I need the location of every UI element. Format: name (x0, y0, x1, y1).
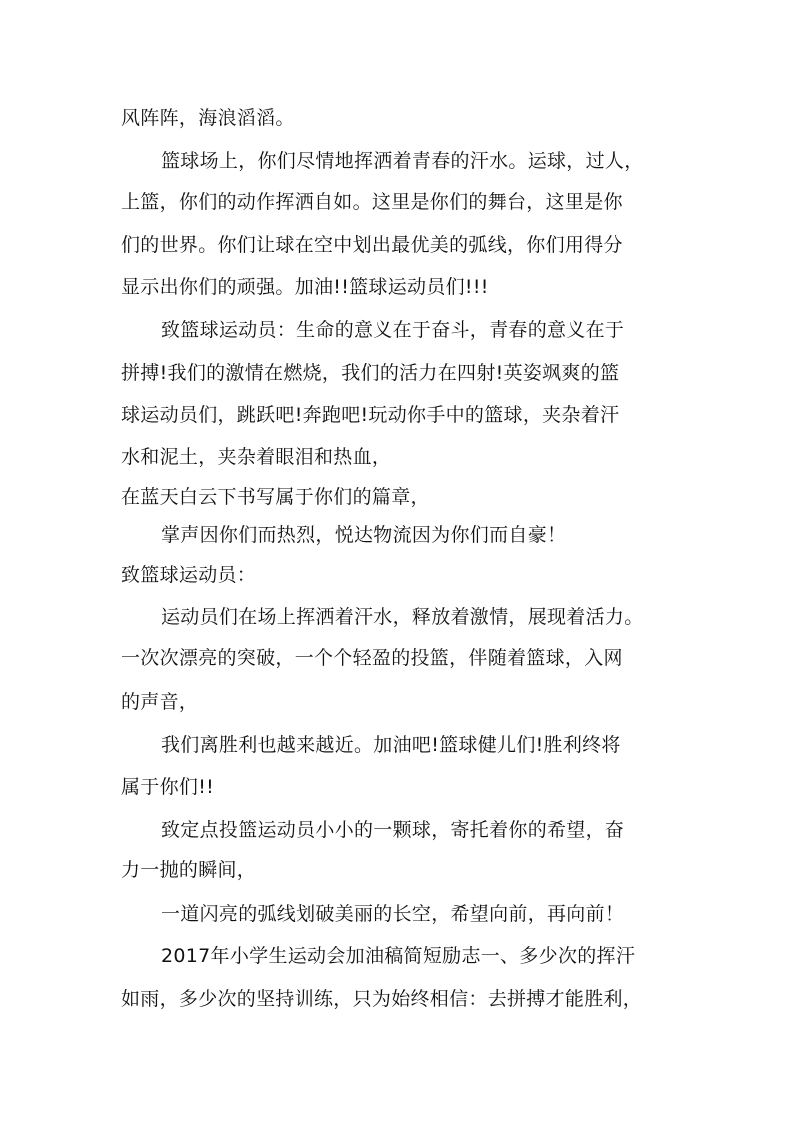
text-line: 水和泥土，夹杂着眼泪和热血， (121, 446, 392, 468)
text-line: 力一抛的瞬间， (121, 859, 257, 881)
text-line: 我们离胜利也越来越近。加油吧!篮球健儿们!胜利终将 (161, 734, 621, 756)
text-line: 2017年小学生运动会加油稿简短励志一、多少次的挥汗 (161, 945, 636, 967)
text-line: 风阵阵，海浪滔滔。 (121, 107, 295, 129)
text-line: 致篮球运动员： (121, 564, 257, 586)
text-line: 上篮，你们的动作挥洒自如。这里是你们的舞台，这里是你 (121, 191, 623, 213)
text-line: 致定点投篮运动员小小的一颗球，寄托着你的希望，奋 (161, 819, 625, 841)
text-line: 篮球场上，你们尽情地挥洒着青春的汗水。运球，过人， (161, 150, 644, 172)
text-line: 一道闪亮的弧线划破美丽的长空，希望向前，再向前！ (161, 903, 625, 925)
text-line: 致篮球运动员：生命的意义在于奋斗，青春的意义在于 (161, 319, 625, 341)
text-line: 属于你们!! (121, 776, 215, 798)
text-line: 如雨，多少次的坚持训练，只为始终相信：去拼搏才能胜利， (121, 988, 643, 1010)
text-line: 显示出你们的顽强。加油!!篮球运动员们!!! (121, 276, 489, 298)
text-line: 在蓝天白云下书写属于你们的篇章， (121, 486, 430, 508)
text-line: 们的世界。你们让球在空中划出最优美的弧线，你们用得分 (121, 234, 623, 256)
text-line: 球运动员们，跳跃吧!奔跑吧!玩动你手中的篮球，夹杂着汗 (121, 404, 620, 426)
text-line: 拼搏!我们的激情在燃烧，我们的活力在四射!英姿飒爽的篮 (121, 362, 620, 384)
text-line: 一次次漂亮的突破，一个个轻盈的投篮，伴随着篮球，入网 (121, 647, 623, 669)
text-line: 的声音， (121, 691, 199, 713)
text-line: 运动员们在场上挥洒着汗水，释放着激情，展现着活力。 (161, 606, 644, 628)
text-line: 掌声因你们而热烈，悦达物流因为你们而自豪！ (161, 524, 567, 546)
